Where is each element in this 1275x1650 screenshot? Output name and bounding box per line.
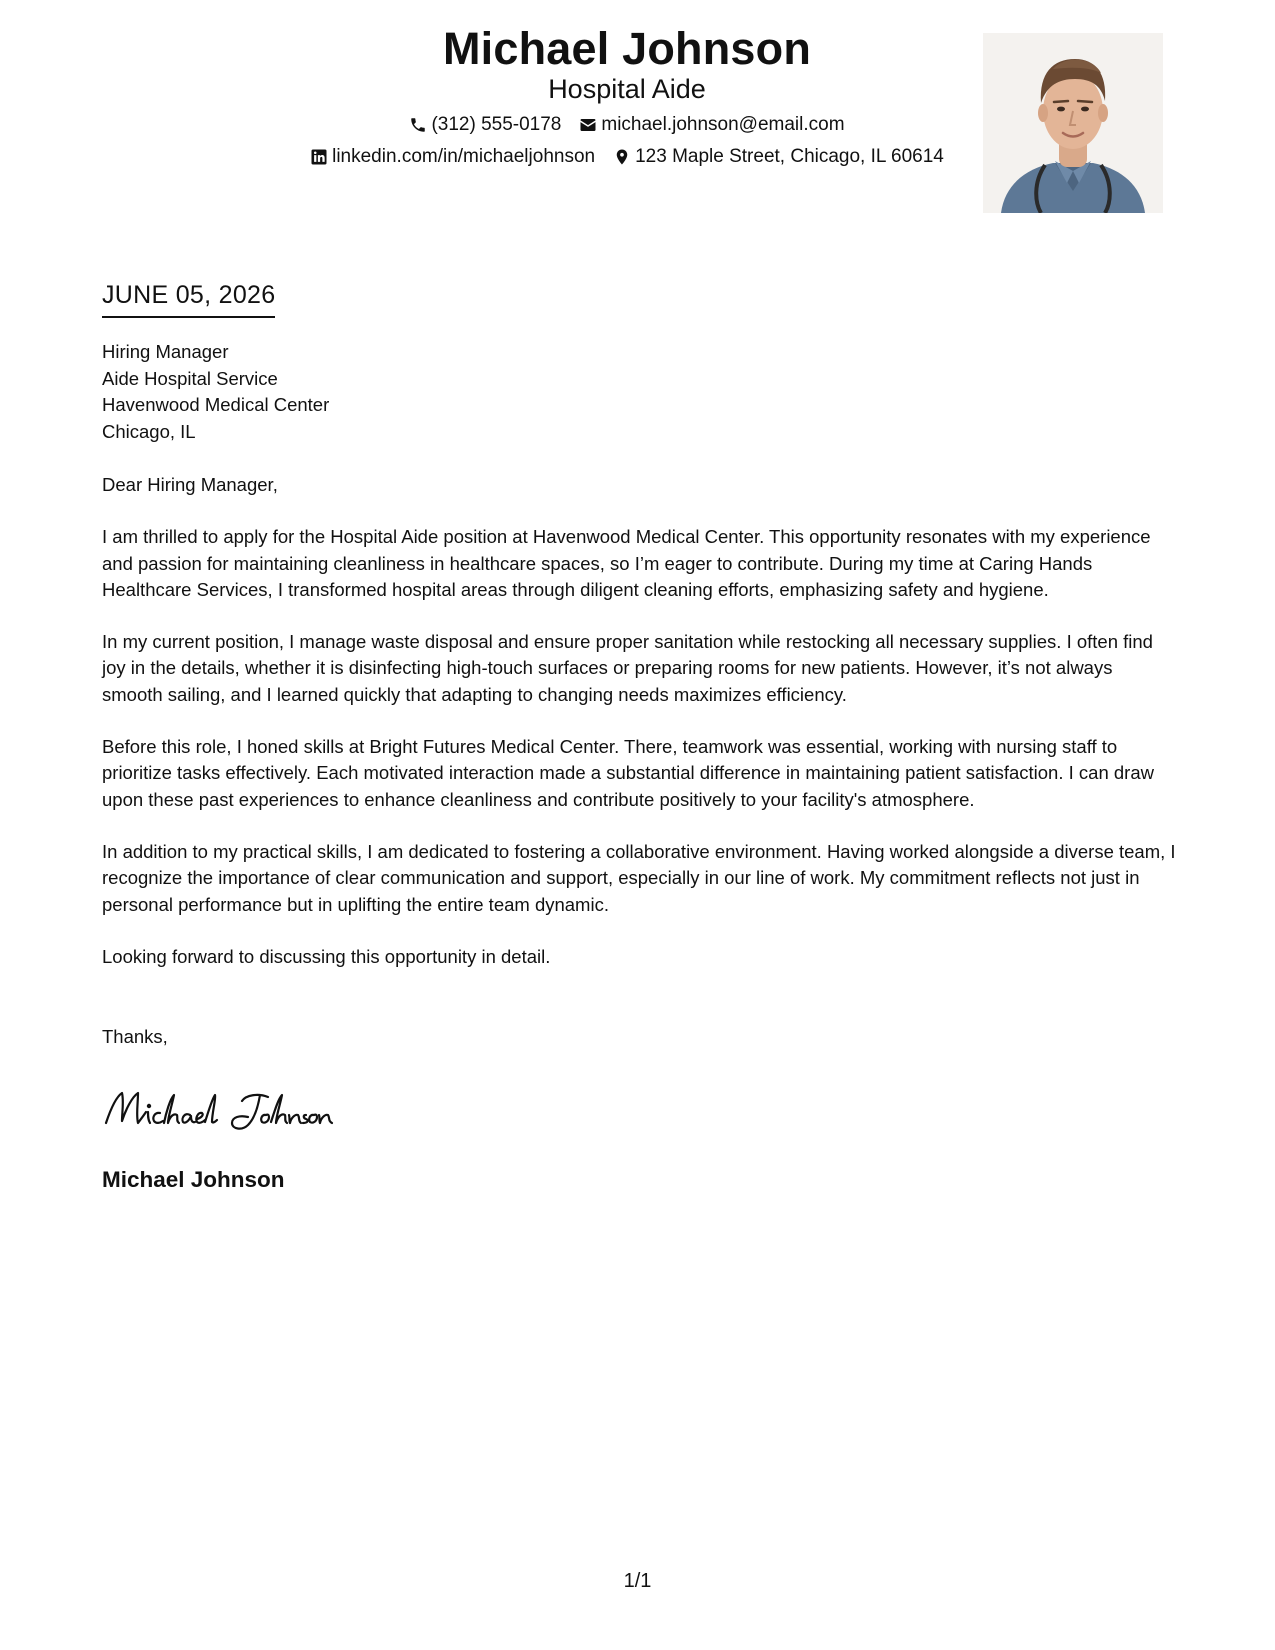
applicant-name: Michael Johnson <box>442 23 812 74</box>
recipient-line: Aide Hospital Service <box>102 367 278 389</box>
body-paragraph: In addition to my practical skills, I am dedicated to fostering a collaborative environment. Having worked alongside a diverse team, I recognize the importance of clear communication and support, especially in our line of work. My commitment reflects not just in personal performance but in uplifting the entire team dynamic. <box>102 840 1176 915</box>
street-address: 123 Maple Street, Chicago, IL 60614 <box>635 146 944 167</box>
contact-phone <box>409 113 561 137</box>
body-paragraph: Before this role, I honed skills at Bright Futures Medical Center. There, teamwork was essential, working with nursing staff to prioritize tasks effectively. Each motivated interaction made a substantial difference in maintaining patient satisfaction. I can draw upon these past experiences to enhance cleanliness and contribute positively to your facility's atmosphere. <box>102 736 1154 810</box>
map-pin-icon <box>613 148 631 166</box>
contact-address <box>613 145 944 169</box>
phone-number[interactable]: (312) 555-0178 <box>431 114 562 135</box>
body-paragraph: Looking forward to discussing this opportunity in detail. <box>102 945 551 967</box>
contact-linkedin <box>310 145 595 169</box>
contact-email <box>579 113 844 137</box>
letter-date: JUNE 05, 2026 <box>102 279 275 318</box>
letter-body <box>102 472 1177 996</box>
envelope-icon <box>579 116 597 134</box>
profile-photo <box>983 33 1163 213</box>
closing: Thanks, <box>102 1026 168 1047</box>
body-paragraph: In my current position, I manage waste disposal and ensure proper sanitation while restocking all necessary supplies. I often find joy in the details, whether it is disinfecting high-touch surfaces or preparing rooms for new patients. However, it’s not always smooth sailing, and I learned quickly that adapting to changing needs maximizes efficiency. <box>102 631 1153 705</box>
letter-header <box>0 0 1275 240</box>
body-paragraph: I am thrilled to apply for the Hospital Aide position at Havenwood Medical Center. This opportunity resonates with my experience and passion for maintaining cleanliness in healthcare spaces, so I’m eager to contribute. During my time at Caring Hands Healthcare Services, I transformed hospital areas through diligent cleaning efforts, emphasizing safety and hygiene. <box>102 526 1151 600</box>
salutation: Dear Hiring Manager, <box>102 474 278 495</box>
applicant-title: Hospital Aide <box>548 74 706 104</box>
phone-icon <box>409 116 427 134</box>
linkedin-url[interactable]: linkedin.com/in/michaeljohnson <box>332 146 596 167</box>
email-address[interactable]: michael.johnson@email.com <box>601 114 845 135</box>
recipient-block <box>102 339 329 445</box>
recipient-line: Hiring Manager <box>102 341 229 362</box>
recipient-line: Chicago, IL <box>102 420 196 442</box>
signed-name: Michael Johnson <box>102 1167 285 1192</box>
page-number: 1/1 <box>623 1570 652 1592</box>
linkedin-icon <box>310 148 328 166</box>
recipient-line: Havenwood Medical Center <box>102 394 330 415</box>
handwritten-signature <box>100 1085 370 1135</box>
